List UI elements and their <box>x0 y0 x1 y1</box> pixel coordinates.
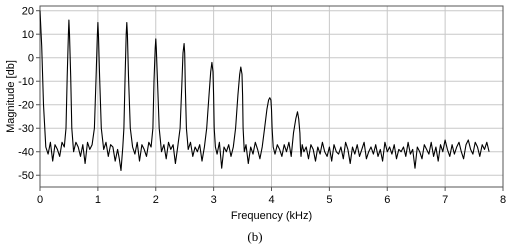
x-axis-title: Frequency (kHz) <box>230 210 313 222</box>
y-tick-label: 10 <box>21 29 34 42</box>
y-tick-label: -40 <box>18 146 34 159</box>
y-tick-label: -10 <box>18 76 34 89</box>
y-tick-label: 0 <box>27 52 34 65</box>
x-tick-label: 5 <box>326 194 333 206</box>
y-tick-label: -50 <box>18 170 34 183</box>
x-tick-label: 8 <box>499 194 507 206</box>
grid <box>40 6 503 187</box>
x-tick-label: 0 <box>36 194 44 206</box>
y-axis-title: Magnitude [db] <box>4 60 17 133</box>
y-tick-label: 20 <box>21 5 34 18</box>
y-tick-label: -30 <box>18 123 34 136</box>
x-tick-label: 7 <box>442 194 449 206</box>
x-tick-label: 2 <box>152 194 159 206</box>
y-tick-label: -20 <box>18 99 34 112</box>
x-tick-label: 3 <box>210 194 217 206</box>
axis-ticks <box>18 6 506 206</box>
x-tick-label: 4 <box>268 194 275 206</box>
x-tick-label: 6 <box>384 194 391 206</box>
x-tick-label: 1 <box>94 194 101 206</box>
figure-caption: (b) <box>247 229 263 244</box>
